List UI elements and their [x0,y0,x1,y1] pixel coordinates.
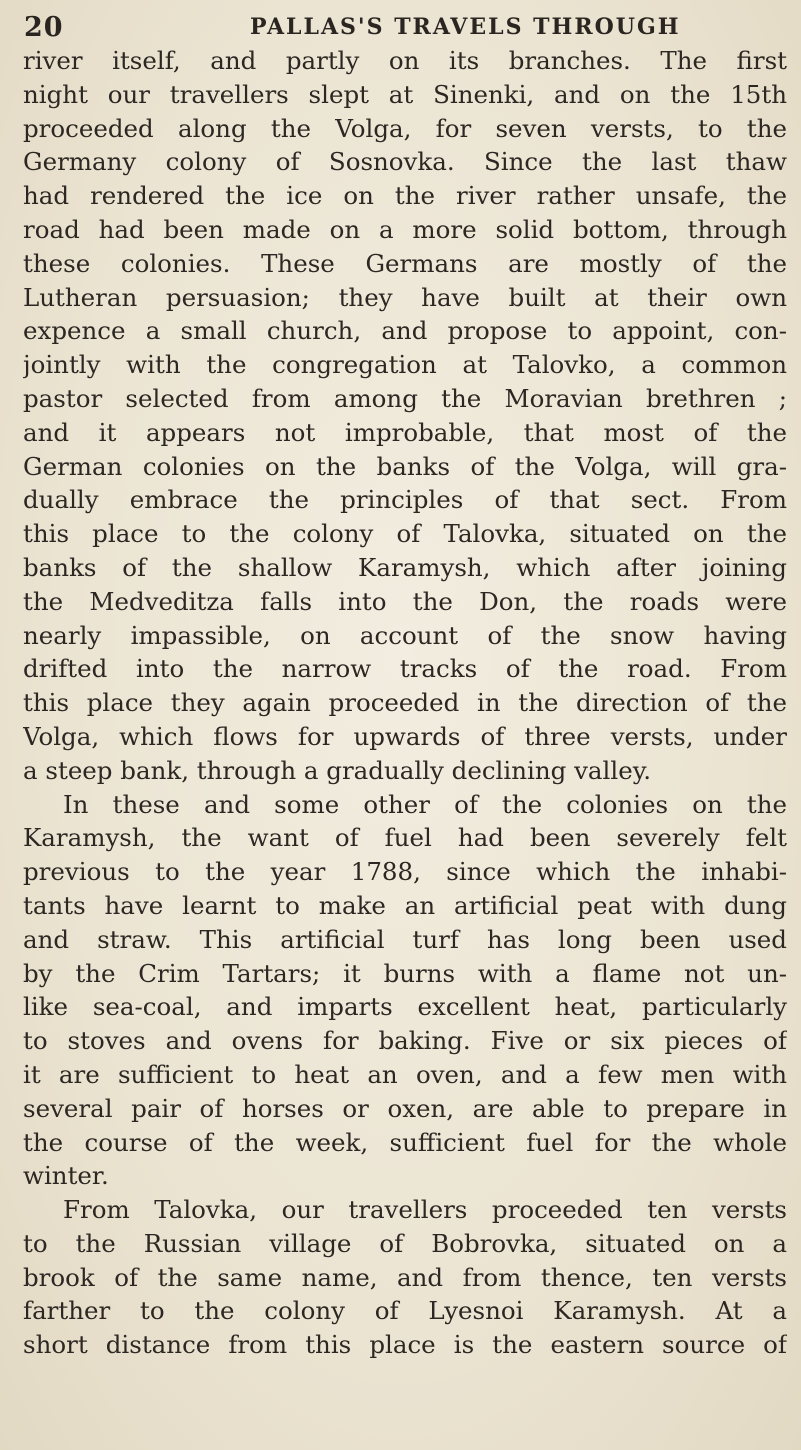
text-line: Lutheran persuasion; they have built at their own [23,282,787,312]
text-line: proceeded along the Volga, for seven versts, to the [23,113,787,143]
text-line: road had been made on a more solid bottom, through [23,214,787,244]
text-line: like sea-coal, and imparts excellent heat, particularly [23,992,787,1022]
text-line: and straw. This artificial turf has long been used [23,924,787,954]
body-text [23,44,787,1362]
text-line: by the Crim Tartars; it burns with a flame not un- [23,958,787,988]
text-line: pastor selected from among the Moravian brethren ; [23,383,787,413]
text-line: Karamysh, the want of fuel had been severely felt [23,823,787,853]
text-line: this place to the colony of Talovka, situated on the [23,519,787,549]
text-line: to the Russian village of Bobrovka, situated on a [23,1228,787,1258]
page-number: 20 [24,12,64,43]
text-line: to stoves and ovens for baking. Five or six pieces of [23,1026,787,1056]
text-line: had rendered the ice on the river rather unsafe, the [23,181,787,211]
text-line: short distance from this place is the eastern source of [23,1330,787,1360]
text-line: drifted into the narrow tracks of the road. From [23,654,787,684]
text-line: night our travellers slept at Sinenki, and on the 15th [23,79,787,109]
text-line: In these and some other of the colonies on the [63,789,787,819]
text-line: a steep bank, through a gradually declining valley. [23,755,652,785]
text-line: the Medveditza falls into the Don, the roads were [23,586,787,616]
text-line: expence a small church, and propose to appoint, con- [23,316,787,346]
text-line: farther to the colony of Lyesnoi Karamysh. At a [23,1296,787,1326]
text-line: dually embrace the principles of that sect. From [23,485,787,515]
text-line: brook of the same name, and from thence, ten versts [23,1262,787,1292]
text-line: this place they again proceeded in the direction of the [23,688,787,718]
text-line: river itself, and partly on its branches. The first [23,46,787,75]
text-line: banks of the shallow Karamysh, which after joining [23,552,787,582]
text-line: jointly with the congregation at Talovko, a common [23,350,787,380]
text-line: Volga, which flows for upwards of three versts, under [23,721,787,751]
text-line: several pair of horses or oxen, are able to prepare in [23,1093,787,1123]
page-header [24,12,784,46]
text-line: nearly impassible, on account of the snow having [23,620,787,650]
text-line: Germany colony of Sosnovka. Since the last thaw [23,147,787,177]
text-line: previous to the year 1788, since which the inhabi- [23,857,787,887]
text-line: these colonies. These Germans are mostly of the [23,248,787,278]
running-head: PALLAS'S TRAVELS THROUGH [250,14,681,40]
text-line: tants have learnt to make an artificial peat with dung [23,890,787,920]
text-line: it are sufficient to heat an oven, and a few men with [23,1059,787,1089]
text-line: winter. [23,1161,109,1191]
text-line: From Talovka, our travellers proceeded ten versts [63,1195,787,1225]
text-line: the course of the week, sufficient fuel for the whole [23,1127,787,1157]
text-line: German colonies on the banks of the Volga, will gra- [23,451,787,481]
text-line: and it appears not improbable, that most of the [23,417,787,447]
